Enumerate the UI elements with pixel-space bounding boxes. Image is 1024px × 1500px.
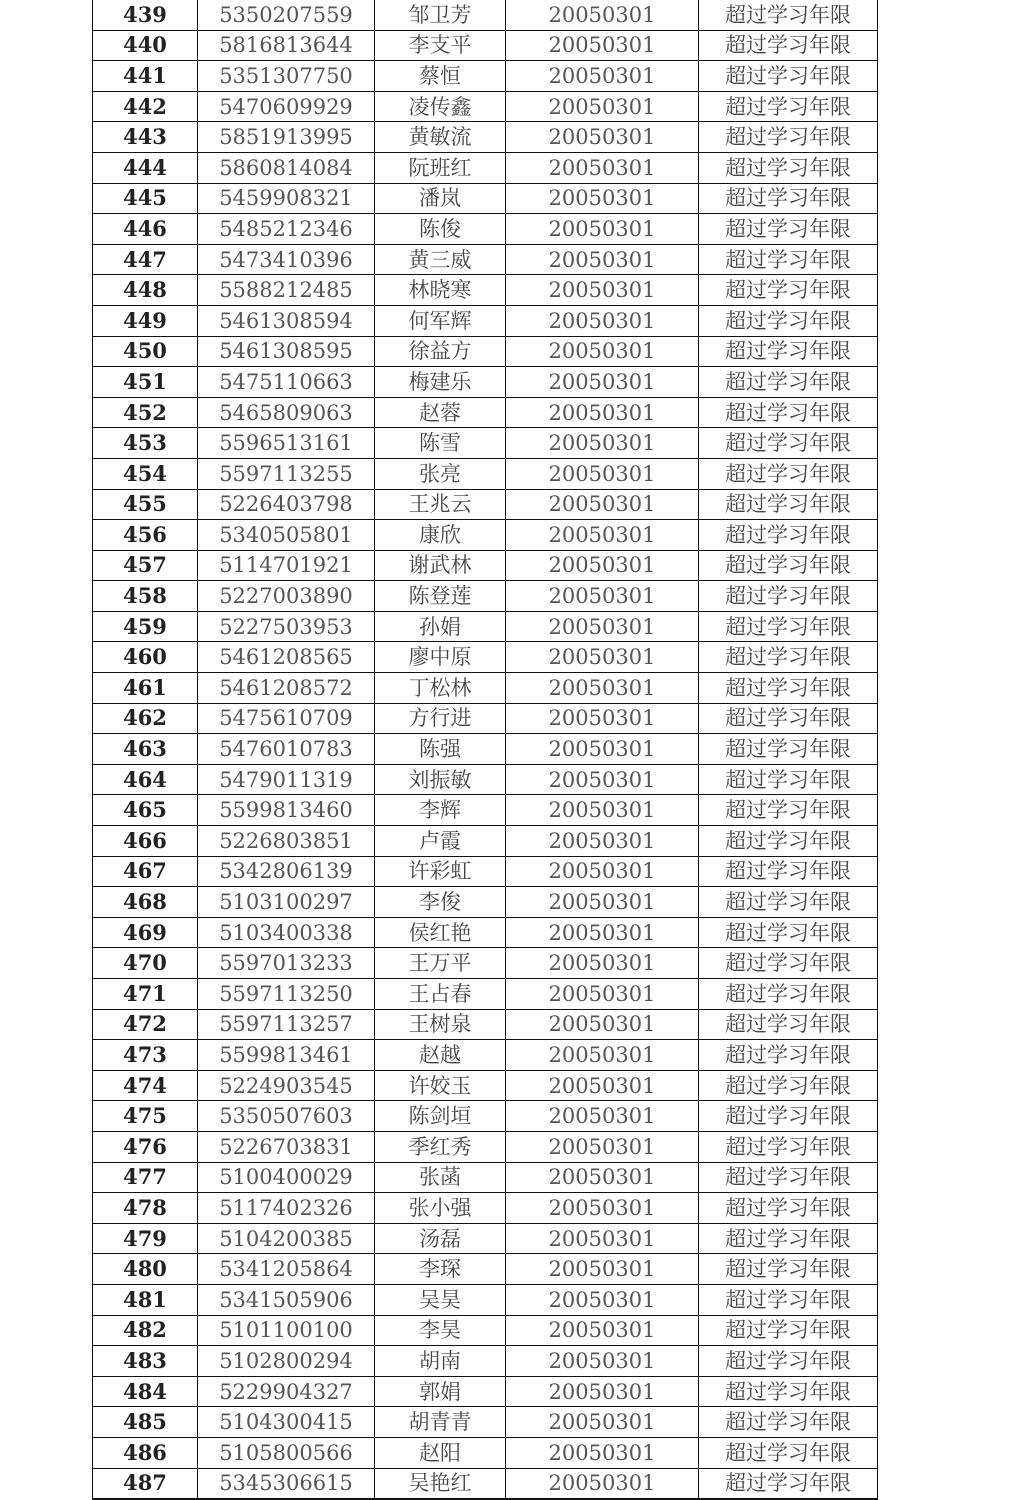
- student-name: 何军辉: [375, 305, 506, 336]
- status-text: 超过学习年限: [699, 703, 878, 734]
- row-number: 454: [93, 458, 198, 489]
- table-row: [93, 948, 878, 979]
- student-id: 5479011319: [198, 764, 375, 795]
- row-number: 480: [93, 1254, 198, 1285]
- row-number: 441: [93, 61, 198, 92]
- student-id: 5473410396: [198, 244, 375, 275]
- student-id: 5103100297: [198, 887, 375, 918]
- row-number: 466: [93, 826, 198, 857]
- table-row: [93, 1040, 878, 1071]
- status-text: 超过学习年限: [699, 0, 878, 30]
- table-row: [93, 1376, 878, 1407]
- row-number: 449: [93, 305, 198, 336]
- table-row: [93, 856, 878, 887]
- table-row: [93, 61, 878, 92]
- status-text: 超过学习年限: [699, 244, 878, 275]
- student-id: 5459908321: [198, 183, 375, 214]
- status-text: 超过学习年限: [699, 917, 878, 948]
- status-text: 超过学习年限: [699, 1468, 878, 1499]
- student-name: 黄三威: [375, 244, 506, 275]
- record-date: 20050301: [506, 183, 699, 214]
- student-name: 李辉: [375, 795, 506, 826]
- table-row: [93, 887, 878, 918]
- table-row: [93, 1162, 878, 1193]
- student-name: 潘岚: [375, 183, 506, 214]
- table-row: [93, 642, 878, 673]
- row-number: 460: [93, 642, 198, 673]
- student-id: 5476010783: [198, 734, 375, 765]
- status-text: 超过学习年限: [699, 979, 878, 1010]
- student-name: 许彩虹: [375, 856, 506, 887]
- student-name: 胡青青: [375, 1407, 506, 1438]
- student-id: 5597013233: [198, 948, 375, 979]
- row-number: 462: [93, 703, 198, 734]
- table-row: [93, 275, 878, 306]
- table-row: [93, 1254, 878, 1285]
- student-id: 5341505906: [198, 1284, 375, 1315]
- table-row: [93, 734, 878, 765]
- status-text: 超过学习年限: [699, 1131, 878, 1162]
- student-name: 方行进: [375, 703, 506, 734]
- record-date: 20050301: [506, 61, 699, 92]
- status-text: 超过学习年限: [699, 764, 878, 795]
- row-number: 457: [93, 550, 198, 581]
- status-text: 超过学习年限: [699, 1070, 878, 1101]
- student-id: 5101100100: [198, 1315, 375, 1346]
- student-name: 李俊: [375, 887, 506, 918]
- record-date: 20050301: [506, 581, 699, 612]
- student-id: 5342806139: [198, 856, 375, 887]
- student-name: 梅建乐: [375, 367, 506, 398]
- student-name: 陈俊: [375, 214, 506, 245]
- student-name: 许姣玉: [375, 1070, 506, 1101]
- student-name: 胡南: [375, 1346, 506, 1377]
- student-id: 5100400029: [198, 1162, 375, 1193]
- status-text: 超过学习年限: [699, 1437, 878, 1468]
- row-number: 471: [93, 979, 198, 1010]
- row-number: 484: [93, 1376, 198, 1407]
- table-row: [93, 0, 878, 30]
- table-row: [93, 703, 878, 734]
- row-number: 458: [93, 581, 198, 612]
- student-name: 赵越: [375, 1040, 506, 1071]
- status-text: 超过学习年限: [699, 152, 878, 183]
- records-table: [92, 0, 878, 1500]
- record-date: 20050301: [506, 152, 699, 183]
- row-number: 470: [93, 948, 198, 979]
- student-id: 5104200385: [198, 1223, 375, 1254]
- student-name: 王占春: [375, 979, 506, 1010]
- record-date: 20050301: [506, 305, 699, 336]
- student-name: 王万平: [375, 948, 506, 979]
- student-id: 5226803851: [198, 826, 375, 857]
- student-id: 5851913995: [198, 122, 375, 153]
- row-number: 482: [93, 1315, 198, 1346]
- record-date: 20050301: [506, 887, 699, 918]
- record-date: 20050301: [506, 795, 699, 826]
- student-name: 郭娟: [375, 1376, 506, 1407]
- student-name: 张菡: [375, 1162, 506, 1193]
- status-text: 超过学习年限: [699, 887, 878, 918]
- record-date: 20050301: [506, 1101, 699, 1132]
- table-row: [93, 611, 878, 642]
- status-text: 超过学习年限: [699, 397, 878, 428]
- table-row: [93, 336, 878, 367]
- student-name: 季红秀: [375, 1131, 506, 1162]
- row-number: 476: [93, 1131, 198, 1162]
- table-row: [93, 183, 878, 214]
- record-date: 20050301: [506, 397, 699, 428]
- status-text: 超过学习年限: [699, 673, 878, 704]
- row-number: 479: [93, 1223, 198, 1254]
- record-date: 20050301: [506, 336, 699, 367]
- row-number: 487: [93, 1468, 198, 1499]
- row-number: 443: [93, 122, 198, 153]
- status-text: 超过学习年限: [699, 642, 878, 673]
- record-date: 20050301: [506, 1437, 699, 1468]
- row-number: 446: [93, 214, 198, 245]
- student-id: 5588212485: [198, 275, 375, 306]
- student-name: 卢霞: [375, 826, 506, 857]
- record-date: 20050301: [506, 1315, 699, 1346]
- student-name: 蔡恒: [375, 61, 506, 92]
- student-id: 5461208565: [198, 642, 375, 673]
- row-number: 473: [93, 1040, 198, 1071]
- record-date: 20050301: [506, 1193, 699, 1224]
- status-text: 超过学习年限: [699, 856, 878, 887]
- record-date: 20050301: [506, 122, 699, 153]
- record-date: 20050301: [506, 826, 699, 857]
- student-name: 陈强: [375, 734, 506, 765]
- table-row: [93, 152, 878, 183]
- table-row: [93, 979, 878, 1010]
- table-row: [93, 520, 878, 551]
- record-date: 20050301: [506, 703, 699, 734]
- table-row: [93, 1223, 878, 1254]
- student-name: 李支平: [375, 30, 506, 61]
- student-id: 5597113250: [198, 979, 375, 1010]
- status-text: 超过学习年限: [699, 1009, 878, 1040]
- student-id: 5599813461: [198, 1040, 375, 1071]
- row-number: 455: [93, 489, 198, 520]
- row-number: 440: [93, 30, 198, 61]
- record-date: 20050301: [506, 1070, 699, 1101]
- status-text: 超过学习年限: [699, 1315, 878, 1346]
- student-name: 王树泉: [375, 1009, 506, 1040]
- row-number: 448: [93, 275, 198, 306]
- student-id: 5860814084: [198, 152, 375, 183]
- status-text: 超过学习年限: [699, 91, 878, 122]
- table-row: [93, 122, 878, 153]
- student-name: 赵蓉: [375, 397, 506, 428]
- table-row: [93, 550, 878, 581]
- student-name: 陈剑垣: [375, 1101, 506, 1132]
- student-id: 5816813644: [198, 30, 375, 61]
- row-number: 439: [93, 0, 198, 30]
- student-name: 陈登莲: [375, 581, 506, 612]
- student-id: 5461208572: [198, 673, 375, 704]
- status-text: 超过学习年限: [699, 61, 878, 92]
- record-date: 20050301: [506, 948, 699, 979]
- record-date: 20050301: [506, 1346, 699, 1377]
- record-date: 20050301: [506, 856, 699, 887]
- status-text: 超过学习年限: [699, 948, 878, 979]
- table-row: [93, 1437, 878, 1468]
- record-date: 20050301: [506, 642, 699, 673]
- records-table-container: [92, 0, 872, 1500]
- student-id: 5345306615: [198, 1468, 375, 1499]
- record-date: 20050301: [506, 244, 699, 275]
- table-row: [93, 1101, 878, 1132]
- record-date: 20050301: [506, 1468, 699, 1499]
- student-name: 汤磊: [375, 1223, 506, 1254]
- student-id: 5485212346: [198, 214, 375, 245]
- table-row: [93, 91, 878, 122]
- status-text: 超过学习年限: [699, 550, 878, 581]
- record-date: 20050301: [506, 428, 699, 459]
- student-id: 5475610709: [198, 703, 375, 734]
- table-row: [93, 428, 878, 459]
- table-row: [93, 214, 878, 245]
- status-text: 超过学习年限: [699, 734, 878, 765]
- status-text: 超过学习年限: [699, 1376, 878, 1407]
- table-row: [93, 397, 878, 428]
- record-date: 20050301: [506, 979, 699, 1010]
- student-id: 5104300415: [198, 1407, 375, 1438]
- student-id: 5341205864: [198, 1254, 375, 1285]
- student-id: 5227503953: [198, 611, 375, 642]
- table-row: [93, 1131, 878, 1162]
- status-text: 超过学习年限: [699, 305, 878, 336]
- row-number: 475: [93, 1101, 198, 1132]
- record-date: 20050301: [506, 214, 699, 245]
- student-name: 刘振敏: [375, 764, 506, 795]
- record-date: 20050301: [506, 275, 699, 306]
- status-text: 超过学习年限: [699, 1193, 878, 1224]
- record-date: 20050301: [506, 1162, 699, 1193]
- student-name: 吴艳红: [375, 1468, 506, 1499]
- record-date: 20050301: [506, 1376, 699, 1407]
- table-row: [93, 1407, 878, 1438]
- table-row: [93, 489, 878, 520]
- student-id: 5351307750: [198, 61, 375, 92]
- row-number: 472: [93, 1009, 198, 1040]
- status-text: 超过学习年限: [699, 122, 878, 153]
- records-table-body: [93, 0, 878, 1499]
- row-number: 468: [93, 887, 198, 918]
- row-number: 464: [93, 764, 198, 795]
- table-row: [93, 244, 878, 275]
- table-row: [93, 1315, 878, 1346]
- record-date: 20050301: [506, 30, 699, 61]
- row-number: 451: [93, 367, 198, 398]
- table-row: [93, 764, 878, 795]
- student-id: 5226703831: [198, 1131, 375, 1162]
- table-row: [93, 1193, 878, 1224]
- record-date: 20050301: [506, 1040, 699, 1071]
- status-text: 超过学习年限: [699, 581, 878, 612]
- record-date: 20050301: [506, 1223, 699, 1254]
- status-text: 超过学习年限: [699, 1101, 878, 1132]
- record-date: 20050301: [506, 764, 699, 795]
- row-number: 461: [93, 673, 198, 704]
- student-id: 5105800566: [198, 1437, 375, 1468]
- status-text: 超过学习年限: [699, 214, 878, 245]
- status-text: 超过学习年限: [699, 489, 878, 520]
- student-id: 5114701921: [198, 550, 375, 581]
- student-name: 丁松林: [375, 673, 506, 704]
- row-number: 459: [93, 611, 198, 642]
- table-row: [93, 1346, 878, 1377]
- student-id: 5227003890: [198, 581, 375, 612]
- record-date: 20050301: [506, 1284, 699, 1315]
- record-date: 20050301: [506, 367, 699, 398]
- student-id: 5465809063: [198, 397, 375, 428]
- record-date: 20050301: [506, 489, 699, 520]
- table-row: [93, 1468, 878, 1499]
- status-text: 超过学习年限: [699, 1346, 878, 1377]
- row-number: 445: [93, 183, 198, 214]
- status-text: 超过学习年限: [699, 30, 878, 61]
- status-text: 超过学习年限: [699, 1223, 878, 1254]
- row-number: 444: [93, 152, 198, 183]
- student-name: 廖中原: [375, 642, 506, 673]
- row-number: 477: [93, 1162, 198, 1193]
- student-name: 阮班红: [375, 152, 506, 183]
- row-number: 485: [93, 1407, 198, 1438]
- table-row: [93, 917, 878, 948]
- student-id: 5596513161: [198, 428, 375, 459]
- status-text: 超过学习年限: [699, 1162, 878, 1193]
- row-number: 447: [93, 244, 198, 275]
- record-date: 20050301: [506, 458, 699, 489]
- table-row: [93, 1284, 878, 1315]
- status-text: 超过学习年限: [699, 611, 878, 642]
- record-date: 20050301: [506, 1407, 699, 1438]
- table-row: [93, 581, 878, 612]
- record-date: 20050301: [506, 734, 699, 765]
- student-name: 孙娟: [375, 611, 506, 642]
- row-number: 442: [93, 91, 198, 122]
- student-id: 5226403798: [198, 489, 375, 520]
- student-name: 张小强: [375, 1193, 506, 1224]
- status-text: 超过学习年限: [699, 428, 878, 459]
- status-text: 超过学习年限: [699, 1040, 878, 1071]
- student-name: 邹卫芳: [375, 0, 506, 30]
- student-id: 5229904327: [198, 1376, 375, 1407]
- record-date: 20050301: [506, 611, 699, 642]
- student-id: 5597113255: [198, 458, 375, 489]
- row-number: 469: [93, 917, 198, 948]
- status-text: 超过学习年限: [699, 1284, 878, 1315]
- student-id: 5340505801: [198, 520, 375, 551]
- student-id: 5103400338: [198, 917, 375, 948]
- row-number: 483: [93, 1346, 198, 1377]
- row-number: 465: [93, 795, 198, 826]
- status-text: 超过学习年限: [699, 520, 878, 551]
- table-row: [93, 826, 878, 857]
- student-name: 王兆云: [375, 489, 506, 520]
- student-name: 李昊: [375, 1315, 506, 1346]
- student-name: 徐益方: [375, 336, 506, 367]
- student-id: 5475110663: [198, 367, 375, 398]
- table-row: [93, 367, 878, 398]
- row-number: 467: [93, 856, 198, 887]
- student-name: 林晓寒: [375, 275, 506, 306]
- student-name: 张亮: [375, 458, 506, 489]
- row-number: 474: [93, 1070, 198, 1101]
- table-row: [93, 1009, 878, 1040]
- student-name: 吴昊: [375, 1284, 506, 1315]
- record-date: 20050301: [506, 917, 699, 948]
- status-text: 超过学习年限: [699, 1254, 878, 1285]
- status-text: 超过学习年限: [699, 367, 878, 398]
- status-text: 超过学习年限: [699, 458, 878, 489]
- student-name: 谢武林: [375, 550, 506, 581]
- row-number: 478: [93, 1193, 198, 1224]
- student-id: 5117402326: [198, 1193, 375, 1224]
- student-name: 陈雪: [375, 428, 506, 459]
- table-row: [93, 305, 878, 336]
- student-id: 5599813460: [198, 795, 375, 826]
- student-name: 康欣: [375, 520, 506, 551]
- record-date: 20050301: [506, 673, 699, 704]
- table-row: [93, 1070, 878, 1101]
- table-row: [93, 30, 878, 61]
- row-number: 486: [93, 1437, 198, 1468]
- status-text: 超过学习年限: [699, 826, 878, 857]
- status-text: 超过学习年限: [699, 1407, 878, 1438]
- status-text: 超过学习年限: [699, 336, 878, 367]
- row-number: 453: [93, 428, 198, 459]
- student-id: 5597113257: [198, 1009, 375, 1040]
- student-name: 赵阳: [375, 1437, 506, 1468]
- record-date: 20050301: [506, 550, 699, 581]
- record-date: 20050301: [506, 1009, 699, 1040]
- record-date: 20050301: [506, 1131, 699, 1162]
- record-date: 20050301: [506, 520, 699, 551]
- status-text: 超过学习年限: [699, 795, 878, 826]
- row-number: 452: [93, 397, 198, 428]
- row-number: 456: [93, 520, 198, 551]
- student-name: 李琛: [375, 1254, 506, 1285]
- student-id: 5461308595: [198, 336, 375, 367]
- student-id: 5461308594: [198, 305, 375, 336]
- status-text: 超过学习年限: [699, 183, 878, 214]
- student-name: 黄敏流: [375, 122, 506, 153]
- student-name: 侯红艳: [375, 917, 506, 948]
- student-name: 凌传鑫: [375, 91, 506, 122]
- status-text: 超过学习年限: [699, 275, 878, 306]
- table-row: [93, 673, 878, 704]
- record-date: 20050301: [506, 91, 699, 122]
- row-number: 481: [93, 1284, 198, 1315]
- row-number: 463: [93, 734, 198, 765]
- student-id: 5470609929: [198, 91, 375, 122]
- row-number: 450: [93, 336, 198, 367]
- record-date: 20050301: [506, 0, 699, 30]
- table-row: [93, 458, 878, 489]
- student-id: 5102800294: [198, 1346, 375, 1377]
- record-date: 20050301: [506, 1254, 699, 1285]
- student-id: 5224903545: [198, 1070, 375, 1101]
- table-row: [93, 795, 878, 826]
- student-id: 5350507603: [198, 1101, 375, 1132]
- student-id: 5350207559: [198, 0, 375, 30]
